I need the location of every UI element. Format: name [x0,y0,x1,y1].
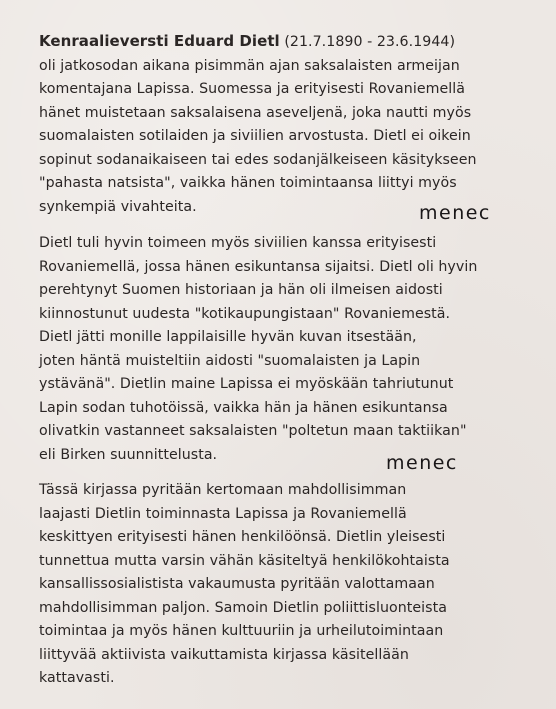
text-line: toimintaa ja myös hänen kulttuuriin ja urheilutoimintaan [39,623,444,639]
text-line: liittyvää aktiivista vaikuttamista kirjassa käsitellään [39,646,409,663]
text-line: Dietl tuli hyvin toimeen myös siviilien kanssa erityisesti [39,235,437,251]
text-line: Rovaniemellä, jossa hänen esikuntansa sijaitsi. Dietl oli hyvin [39,258,478,275]
text-line: suomalaisten sotilaiden ja siviilien arvostusta. Dietl ei oikein [39,128,471,144]
paragraph-intro [39,30,539,219]
text-line: Tässä kirjassa pyritään kertomaan mahdollisimman [39,482,407,498]
text-line: "pahasta natsista", vaikka hänen toimintaansa liittyi myös [39,175,457,191]
handwritten-annotation: menec [386,452,458,474]
text-line: eli Birken suunnittelusta. [39,446,218,463]
text-line: ystävänä". Dietlin maine Lapissa ei myöskään tahriutunut [39,376,454,392]
text-line: tunnettua mutta varsin vähän käsiteltyä henkilökohtaista [39,552,450,569]
text-line: joten häntä muisteltiin aidosti "suomalaisten ja Lapin [39,352,421,369]
title-line [39,30,539,55]
text-line: oli jatkosodan aikana pisimmän ajan saksalaisten armeijan [39,57,460,74]
text-line: laajasti Dietlin toiminnasta Lapissa ja Rovaniemellä [39,505,407,522]
text-line: mahdollisimman paljon. Samoin Dietlin poliittisluonteista [39,599,447,616]
handwritten-annotation: menec [419,202,491,224]
text-line: sopinut sodanaikaiseen tai edes sodanjälkeiseen käsitykseen [39,151,477,168]
text-line: perehtynyt Suomen historiaan ja hän oli ilmeisen aidosti [39,282,443,298]
text-line: olivatkin vastanneet saksalaisten "poltetun maan taktiikan" [39,423,467,439]
text-line: hänet muistetaan saksalaisena aseveljenä, joka nautti myös [39,104,472,121]
paragraph-book-purpose [39,479,539,691]
paragraph-relations [39,232,539,467]
text-line: kansallissosialistista vakaumusta pyritään valottamaan [39,576,435,592]
text-line: Lapin sodan tuhotöissä, vaikka hän ja hänen esikuntansa [39,399,448,416]
text-line: komentajana Lapissa. Suomessa ja erityisesti Rovaniemellä [39,81,465,97]
heading-name: Kenraalieversti Eduard Dietl [39,32,280,50]
text-line: synkempiä vivahteita. [39,198,197,215]
text-line: keskittyen erityisesti hänen henkilöönsä. Dietlin yleisesti [39,529,446,545]
heading-dates: (21.7.1890 - 23.6.1944) [284,34,456,50]
text-line: Dietl jätti monille lappilaisille hyvän kuvan itsestään, [39,329,417,345]
text-line: kattavasti. [39,670,115,686]
text-line: kiinnostunut uudesta "kotikaupungistaan" Rovaniemestä. [39,305,451,322]
